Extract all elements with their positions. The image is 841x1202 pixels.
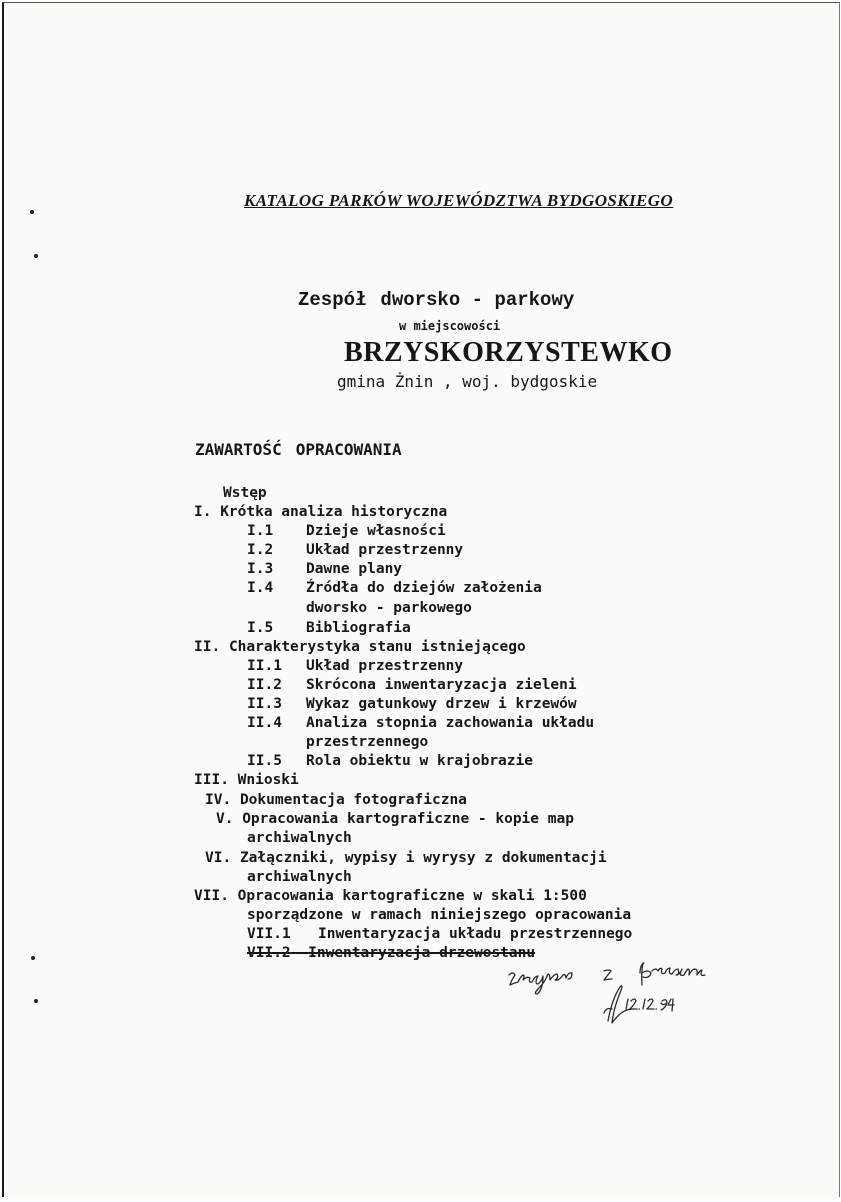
catalog-title: KATALOG PARKÓW WOJEWÓDZTWA BYDGOSKIEGO (244, 191, 674, 210)
toc-item-text: Bibliografia (306, 620, 411, 636)
toc-item-text: Skrócona inwentaryzacja zieleni (306, 677, 577, 693)
toc-item: V. Opracowania kartograficzne - kopie map (216, 811, 574, 827)
toc-item: II.1 (247, 658, 282, 674)
place-name: BRZYSKORZYSTEWKO (344, 337, 673, 368)
toc-item: III. Wnioski (194, 772, 299, 788)
title-part1: Zespół (298, 289, 367, 311)
toc-item: I. Krótka analiza historyczna (194, 504, 448, 520)
toc-item: II.2 (247, 677, 282, 693)
toc-heading-part2: OPRACOWANIA (295, 440, 402, 459)
toc-item-text: przestrzennego (306, 734, 429, 750)
margin-mark (34, 999, 38, 1003)
margin-mark (34, 254, 38, 258)
margin-mark (31, 956, 35, 960)
toc-item-text: Analiza stopnia zachowania układu (306, 715, 595, 731)
toc-item-text: Układ przestrzenny (306, 658, 464, 674)
document-title (298, 289, 574, 311)
toc-item-text: archiwalnych (247, 830, 352, 846)
document-subtitle: w miejscowości (399, 319, 501, 333)
toc-item-text: dworsko - parkowego (306, 600, 472, 616)
toc-item: II. Charakterystyka stanu istniejącego (194, 639, 526, 655)
toc-item-text: Wykaz gatunkowy drzew i krzewów (306, 696, 577, 712)
title-part2: dworsko - parkowy (380, 289, 575, 311)
toc-item: VI. Załączniki, wypisy i wyrysy z dokumentacji (205, 850, 607, 866)
toc-item-text: Dzieje własności (306, 523, 446, 539)
toc-item-text: Dawne plany (306, 561, 403, 577)
toc-item-struck: VII.2 Inwentaryzacja drzewostanu (247, 945, 536, 961)
handwritten-note (504, 961, 774, 1031)
toc-item: II.3 (247, 696, 282, 712)
toc-item: I.4 (247, 580, 274, 596)
toc-item: II.5 (247, 753, 282, 769)
toc-item: I.5 (247, 620, 274, 636)
toc-item-text: Inwentaryzacja układu przestrzennego (318, 926, 633, 942)
toc-item-text: Źródła do dziejów założenia (306, 580, 542, 596)
toc-heading (195, 440, 402, 459)
toc-item: VII.1 (247, 926, 291, 942)
location-line: gmina Żnin , woj. bydgoskie (337, 372, 598, 391)
toc-heading-part1: ZAWARTOŚĆ (195, 440, 282, 459)
toc-item: VII. Opracowania kartograficzne w skali 1:500 (194, 888, 587, 904)
toc-item-text: Rola obiektu w krajobrazie (306, 753, 533, 769)
toc-item-text: archiwalnych (247, 869, 352, 885)
toc-item: Wstęp (223, 485, 267, 501)
toc-item: II.4 (247, 715, 282, 731)
toc-item: I.1 (247, 523, 274, 539)
toc-item-text: Układ przestrzenny (306, 542, 464, 558)
toc-item: I.3 (247, 561, 274, 577)
toc-item: I.2 (247, 542, 274, 558)
toc-item: IV. Dokumentacja fotograficzna (205, 792, 467, 808)
document-page (2, 2, 840, 1197)
toc-item-text: sporządzone w ramach niniejszego opracowania (247, 907, 632, 923)
margin-mark (30, 210, 34, 214)
